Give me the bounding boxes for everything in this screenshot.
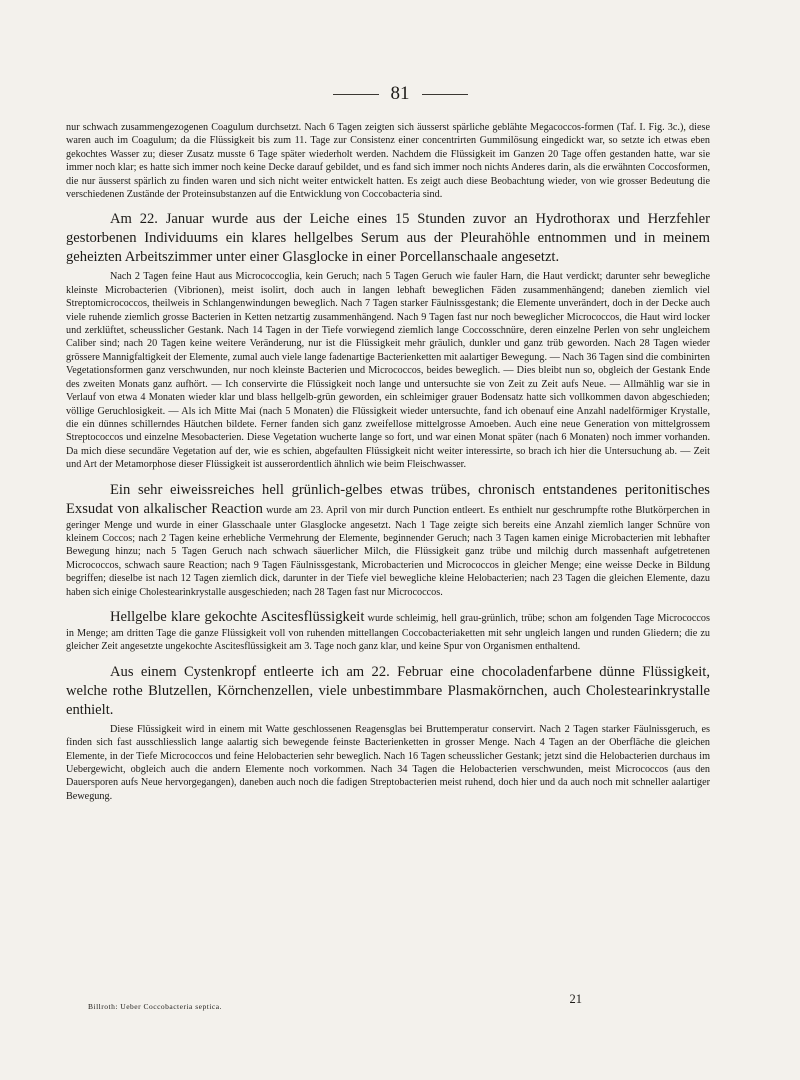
- paragraph-continuation: nur schwach zusammengezogenen Coagulum durchsetzt. Nach 6 Tagen zeigten sich äusserst spärliche geblähte Megacoccos-formen (Taf. I. Fig. 3c.), diese waren auch im Coagulum; da die Flüssigkeit bis zum 11. Tage zur Consistenz einer concentrirten Gummilösung eingedickt war, so setzte ich etwas eben gekochtes Wasser zu; dieser Zusatz musste 6 Tage später wiederholt werden. Nachdem die Flüssigkeit im Ganzen 20 Tage offen gestanden hatte, war sie immer noch klar; es hatte sich immer noch keine Decke darauf gebildet, und es fand sich immer noch nichts Anderes darin, als die erwähnten Coccosformen, die nur äusserst spärlich zu finden waren und sich nicht weiter entwickelt hatten. Es zeigt auch diese Beobachtung wieder, von wie grosser Bedeutung die verschiedenen Zustände der Proteinsubstanzen auf die Entwicklung von Coccobacteria sind.: [66, 122, 710, 201]
- paragraph-ascites: [66, 608, 710, 654]
- page-header: [0, 83, 800, 105]
- paragraph-serum-observations: Nach 2 Tagen feine Haut aus Micrococcoglia, kein Geruch; nach 5 Tagen Geruch wie fauler Harn, die Haut verdickt; darunter sehr bewegliche kleinste Microbacterien (Vibrionen), meist isolirt, doch auch in langen lebhaft beweglichen Fäden zusammenhängend; daneben ziemlich viel Streptomicrococcos, theilweis in Schlangenwindungen beweglich. Nach 7 Tagen starker Fäulnissgestank; die Elemente unverändert, doch in der Decke auch viele ruhende ziemlich grosse Bacterien in Ketten netzartig zusammenhängend. Nach 9 Tagen fast nur noch beweglicher Micrococcos, die Haut wird locker und zerklüftet, scheusslicher Gestank. Nach 14 Tagen in der Tiefe vorwiegend ziemlich lange Coccosschnüre, deren einzelne Perlen von sehr ungleichem Caliber sind; nach 20 Tagen keine weitere Veränderung, nur ist die Flüssigkeit mehr gräulich, dunkler und ganz trüb geworden. Nach 28 Tagen wieder grössere Mannigfaltigkeit der Elemente, zumal auch viele lange fadenartige Bacterienketten mit aalartiger Bewegung. — Nach 36 Tagen sind die combinirten Vegetationsformen ganz verschwunden, nur noch kleinste Bacterien und Micrococcos, beides beweglich. — Dies bleibt nun so, obgleich der Gestank Ende des zweiten Monats ganz aufhört. — Ich conservirte die Flüssigkeit noch lange und untersuchte sie von Zeit zu Zeit aufs Neue. — Allmählig war sie in Verlauf von etwa 4 Monaten wieder klar und blass hellgelb-grün geworden, ein schleimiger grauer Bodensatz hatte sich vollkommen davon abgeschieden; völlige Geruchlosigkeit. — Als ich Mitte Mai (nach 5 Monaten) die Flüssigkeit wieder untersuchte, fand ich obenauf eine Anzahl nadelförmiger Krystalle, die ein dünnes schillerndes Häutchen bildete. Ferner fanden sich ganz zweifellose mittelgrosse Amoeben. Auch eine neue Generation von mittelgrossem Streptococcos und einzelne Mesobacterien. Diese Vegetation wucherte lange so fort, und war einen Monat später (nach 6 Monaten) noch immer vorhanden. Da mich diese secundäre Vegetation auf der, wie es schien, abgefaulten Flüssigkeit nicht weiter interessirte, so brach ich hier die Untersuchung ab. — Zeit und Art der Metamorphose dieser Flüssigkeit ist ausserordentlich ähnlich wie beim Fleischwasser.: [66, 271, 710, 471]
- page-footer: [66, 992, 710, 1012]
- page-body: [66, 121, 710, 803]
- running-title: Billroth: Ueber Coccobacteria septica.: [88, 1002, 222, 1011]
- signature-mark: 21: [569, 992, 582, 1006]
- paragraph-exsudat-lead: Ein sehr eiweissreiches hell grünlich-gelbes etwas trübes, chronisch entstandenes peritonitisches Exsudat von alkalischer Reaction: [66, 481, 710, 517]
- paragraph-cystenkropf-observations: Diese Flüssigkeit wird in einem mit Watte geschlossenen Reagensglas bei Bruttemperatur conservirt. Nach 2 Tagen starker Fäulnissgeruch, es finden sich fast ausschliesslich lange aalartig sich bewegende feinste Bacterienketten in grosser Menge. Nach 4 Tagen an der Oberfläche die gleichen Elemente, in der Tiefe Micrococcos und feine Helobacterien sehr beweglich. Nach 16 Tagen scheusslicher Gestank; jetzt sind die Helobacterien durchaus im Uebergewicht, obgleich auch die andern Elemente noch vorkommen. Nach 34 Tagen die Helobacterien verschwunden, meist Micrococcos (aus den Dauersporen aufs Neue hervorgegangen), daneben auch noch die fadigen Streptobacterien meist ruhend, doch hier und da auch noch mit schneller aalartiger Bewegung.: [66, 723, 710, 802]
- paragraph-serum-heading: Am 22. Januar wurde aus der Leiche eines 15 Stunden zuvor an Hydrothorax und Herzfehler gestorbenen Individuums ein klares hellgelbes Serum aus der Pleurahöhle entnommen und in meinem geheizten Arbeitszimmer unter einer Glasglocke in einer Porcellanschaale angesetzt.: [66, 211, 710, 266]
- paragraph-ascites-lead: Hellgelbe klare gekochte Ascitesflüssigkeit: [110, 608, 365, 625]
- paragraph-ascites-text: wurde schleimig, hell grau-grünlich, trübe; schon am folgenden Tage Micrococcos in Menge; am dritten Tage die ganze Flüssigkeit voll von ruhenden mittellangen Coccobacteriaketten mit sehr ungleich langen und runden Gliedern; die zu gleicher Zeit angesetzte ungekochte Ascitesflüssigkeit am 3. Tage noch ganz klar, und keine Spur von Organismen enthaltend.: [66, 612, 710, 653]
- paragraph-exsudat: [66, 481, 710, 599]
- header-rule-right: [422, 94, 468, 95]
- header-rule-left: [333, 94, 379, 95]
- paragraph-exsudat-text: wurde am 23. April von mir durch Punction entleert. Es enthielt nur geschrumpfte rothe Blutkörperchen in geringer Menge und wurde in einer Glasschaale unter Glasglocke angesetzt. Nach 1 Tage zeigte sich bereits eine Anzahl ziemlich langer Schnüre von kleinem Coccos; nach 2 Tagen keine erhebliche Vermehrung der Elemente, beginnender Geruch; nach 3 Tagen kamen einige Microbacterien mit lebhafter Bewegung hinzu; nach 5 Tagen Geruch nach schwach säuerlicher Milch, die Flüssigkeit ganz trübe und milchig durch massenhaft aufgetretenen Micrococcos, schwach saure Reaction; nach 9 Tagen Fäulnissgestank, Microbacterien und Micrococcos in gleicher Menge; eine weisse Decke in Bildung begriffen; dieselbe ist nach 12 Tagen ziemlich dick, darunter in der Tiefe viel bewegliche kleine Helobacterien; nach 23 Tagen die gleichen Elemente, dazu haben sich einige Cholestearinkrystalle ausgeschieden; nach 28 Tagen fast nur Micrococcos.: [66, 504, 710, 598]
- page-number: 81: [390, 83, 410, 104]
- paragraph-cystenkropf-heading: Aus einem Cystenkropf entleerte ich am 22. Februar eine chocoladenfarbene dünne Flüssigkeit, welche rothe Blutzellen, Körnchenzellen, viele unbestimmbare Plasmakörnchen, auch Cholestearinkrystalle enthielt.: [66, 663, 710, 718]
